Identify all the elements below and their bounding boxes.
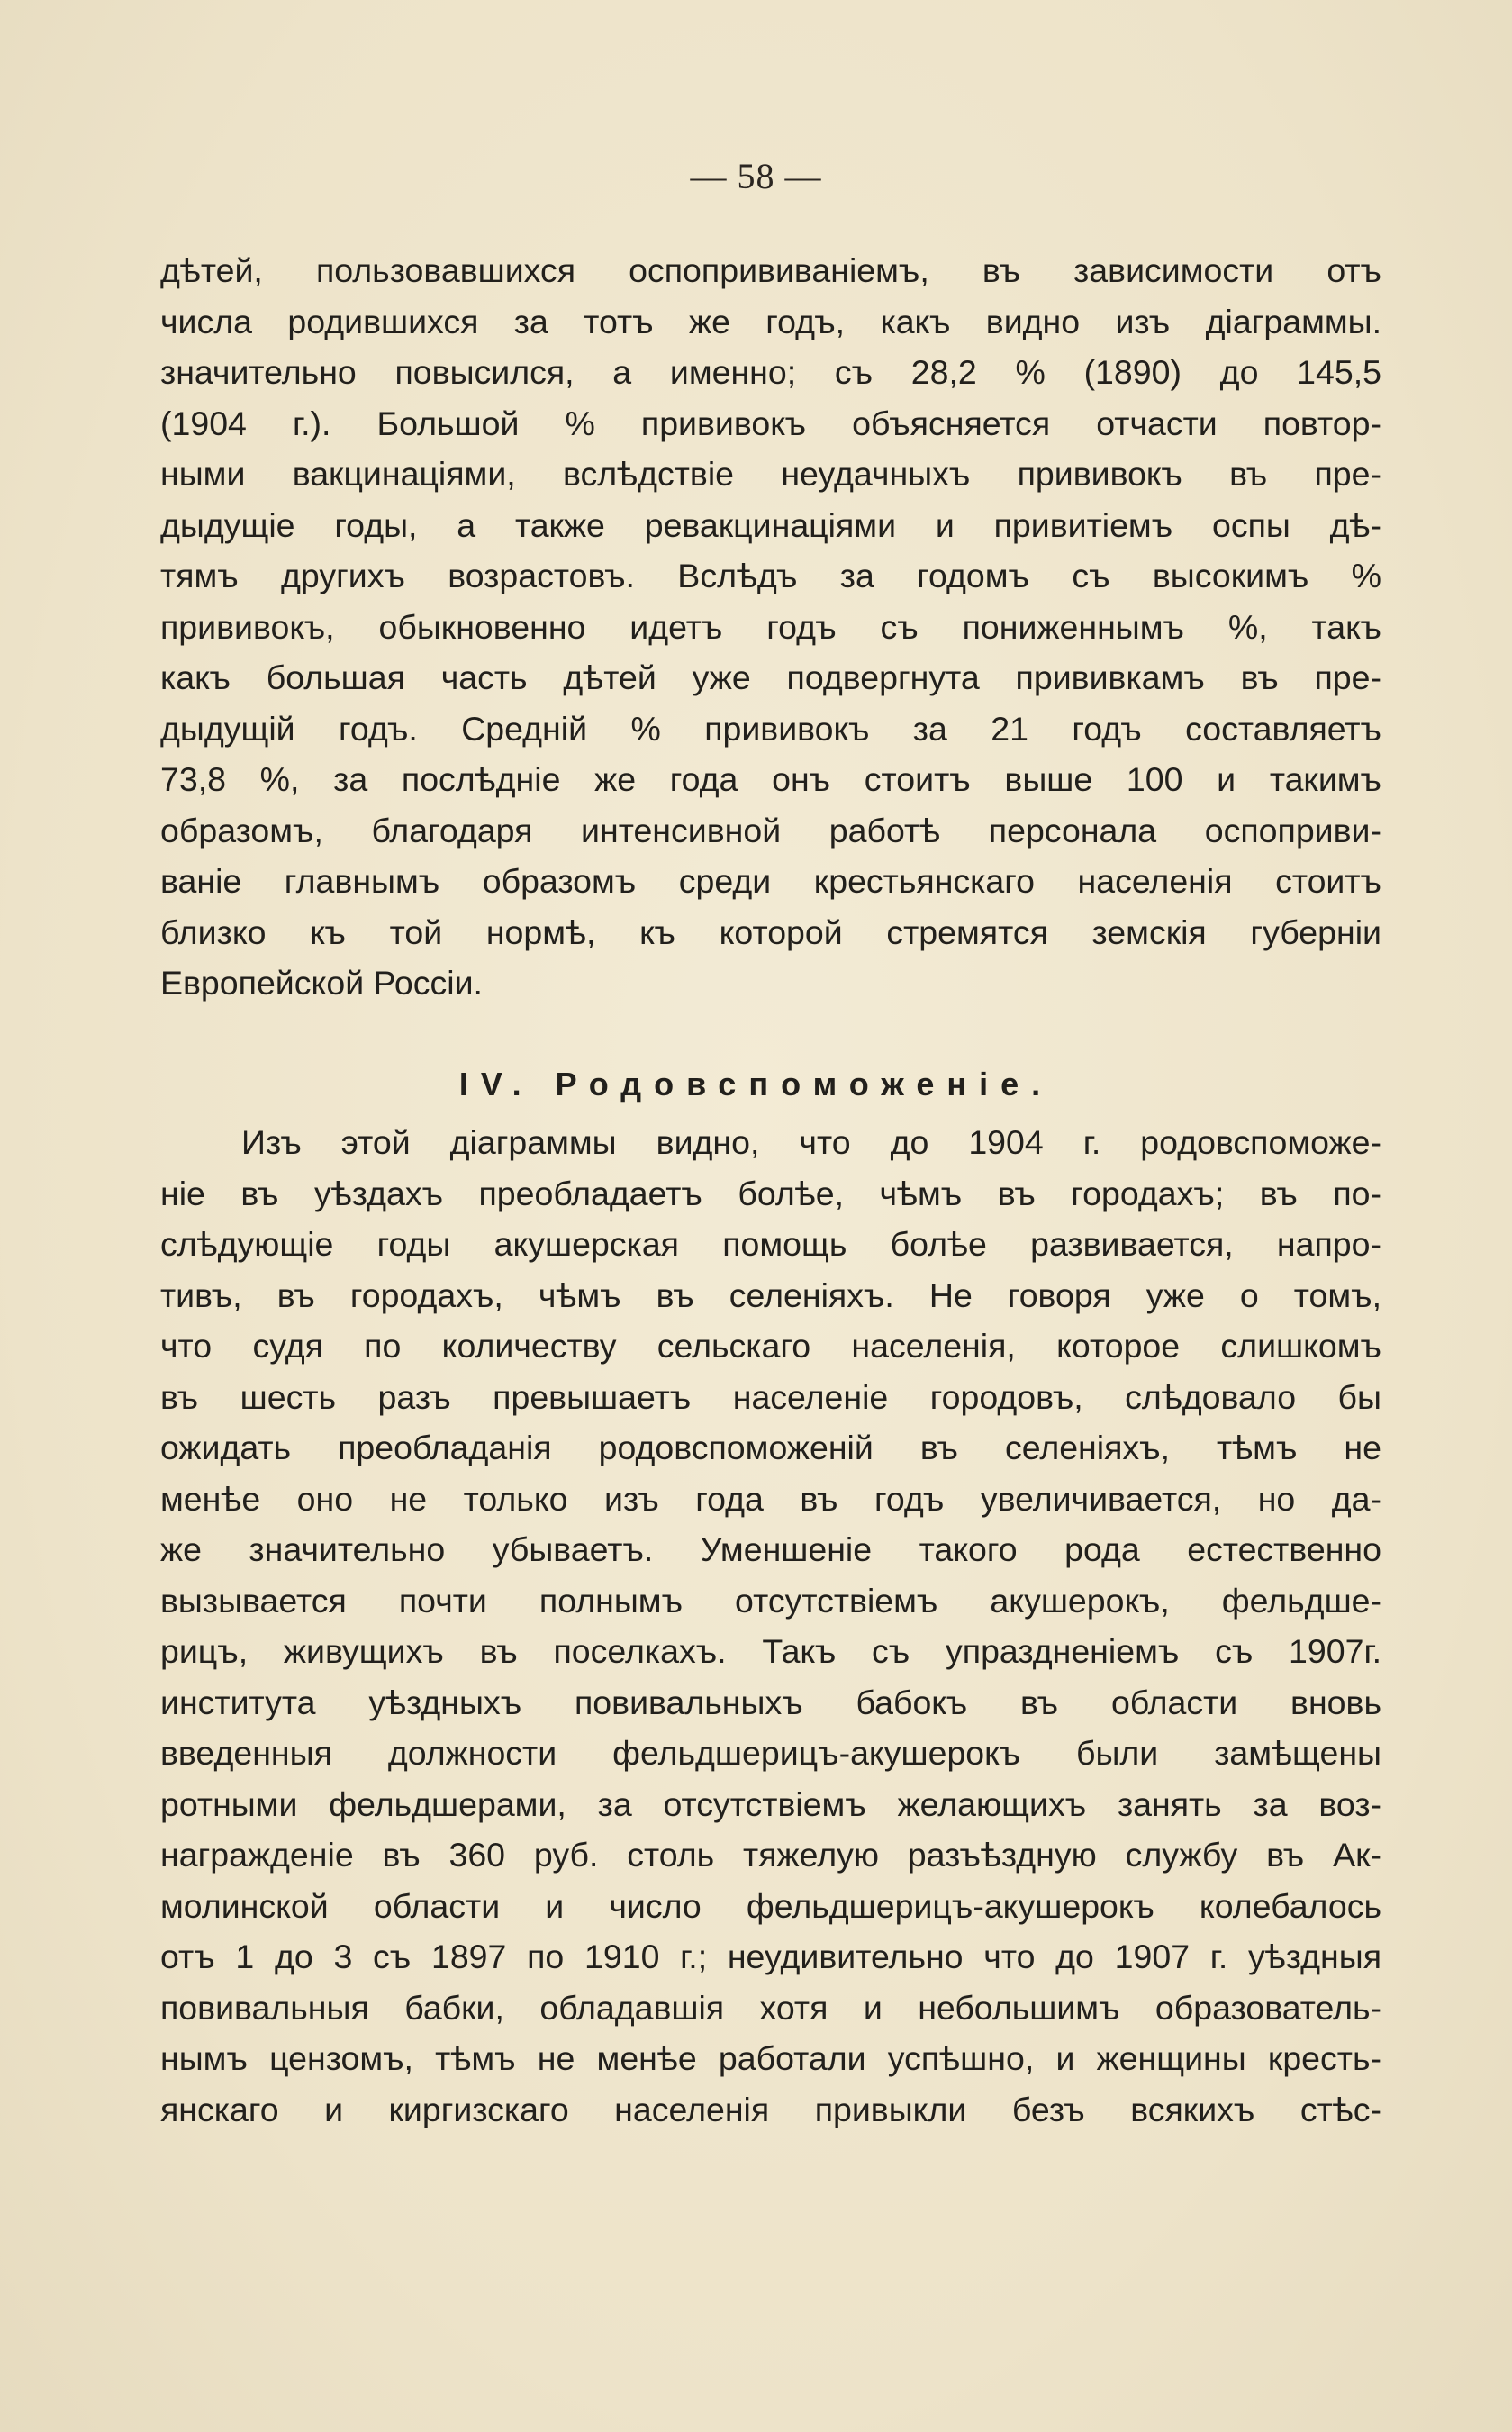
text-line: близко къ той нормѣ, къ которой стремятся земскія губерніи: [160, 912, 1381, 951]
text-line: института уѣздныхъ повивальныхъ бабокъ въ области вновь: [160, 1683, 1381, 1721]
text-line: тямъ другихъ возрастовъ. Вслѣдъ за годомъ съ высокимъ %: [160, 557, 1381, 594]
text-line: дыдущій годъ. Средній % прививокъ за 21 годъ составляетъ: [160, 709, 1381, 748]
text-line: прививокъ, обыкновенно идетъ годъ съ пониженнымъ %, такъ: [160, 607, 1381, 646]
text-line: же значительно убываетъ. Уменшеніе такого рода естественно: [160, 1530, 1381, 1568]
text-line: дѣтей, пользовавшихся оспопрививаніемъ, въ зависимости отъ: [160, 251, 1381, 289]
text-line: ными вакцинаціями, вслѣдствіе неудачныхъ прививокъ въ пре-: [160, 455, 1381, 493]
text-line: слѣдующіе годы акушерская помощь болѣе развивается, напро-: [160, 1225, 1381, 1263]
text-line: тивъ, въ городахъ, чѣмъ въ селеніяхъ. Не говоря уже о томъ,: [160, 1275, 1381, 1314]
text-line: ожидать преобладанія родовспоможеній въ селеніяхъ, тѣмъ не: [160, 1429, 1381, 1466]
text-line: менѣе оно не только изъ года въ годъ увеличивается, но да-: [160, 1479, 1381, 1518]
text-line: Европейской Россіи.: [160, 964, 483, 1002]
text-line: молинской области и число фельдшерицъ-акушерокъ колебалось: [160, 1886, 1381, 1925]
text-line: вызывается почти полнымъ отсутствіемъ акушерокъ, фельдше-: [160, 1581, 1381, 1620]
text-line: рицъ, живущихъ въ поселкахъ. Такъ съ упраздненіемъ съ 1907г.: [160, 1632, 1381, 1670]
paragraph-vaccination: [160, 245, 1381, 1009]
text-line: въ шесть разъ превышаетъ населеніе городовъ, слѣдовало бы: [160, 1377, 1381, 1416]
section-heading: IV. Родовспоможеніе.: [458, 1066, 1054, 1103]
text-line: какъ большая часть дѣтей уже подвергнута прививкамъ въ пре-: [160, 658, 1381, 696]
paragraph-obstetrics: [160, 1117, 1381, 2135]
text-line: ніе въ уѣздахъ преобладаетъ болѣе, чѣмъ въ городахъ; въ по-: [160, 1174, 1381, 1212]
text-line: значительно повысился, а именно; съ 28,2 % (1890) до 145,5: [160, 353, 1381, 391]
text-line: дыдущіе годы, а также ревакцинаціями и привитіемъ оспы дѣ-: [160, 505, 1381, 544]
page-number: — 58 —: [690, 156, 822, 196]
text-line: отъ 1 до 3 съ 1897 по 1910 г.; неудивительно что до 1907 г. уѣздныя: [160, 1937, 1381, 1975]
text-line: введенныя должности фельдшерицъ-акушерокъ были замѣщены: [160, 1734, 1381, 1772]
text-line: числа родившихся за тотъ же годъ, какъ видно изъ діаграммы.: [160, 302, 1381, 340]
text-line: (1904 г.). Большой % прививокъ объясняется отчасти повтор-: [160, 404, 1381, 442]
text-line: ротными фельдшерами, за отсутствіемъ желающихъ занять за воз-: [160, 1784, 1381, 1823]
text-line: Изъ этой діаграммы видно, что до 1904 г. родовспоможе-: [241, 1123, 1381, 1161]
text-line: нымъ цензомъ, тѣмъ не менѣе работали успѣшно, и женщины кресть-: [160, 2039, 1381, 2077]
text-line: что судя по количеству сельскаго населенія, которое слишкомъ: [160, 1327, 1381, 1365]
text-line: ваніе главнымъ образомъ среди крестьянскаго населенія стоитъ: [160, 862, 1381, 900]
text-line: награжденіе въ 360 руб. столь тяжелую разъѣздную службу въ Ак-: [160, 1836, 1381, 1874]
text-line: образомъ, благодаря интенсивной работѣ персонала оспоприви-: [160, 811, 1381, 849]
text-line: янскаго и киргизскаго населенія привыкли безъ всякихъ стѣс-: [160, 2090, 1381, 2128]
text-line: 73,8 %, за послѣдніе же года онъ стоитъ выше 100 и такимъ: [160, 760, 1381, 798]
text-line: повивальныя бабки, обладавшія хотя и небольшимъ образователь-: [160, 1988, 1381, 2027]
